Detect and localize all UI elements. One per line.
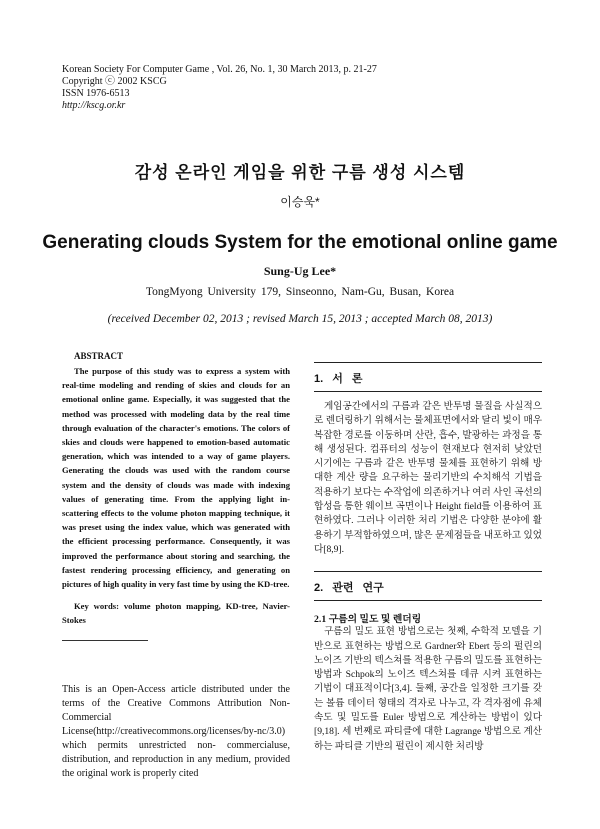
abstract-heading: ABSTRACT: [74, 351, 124, 361]
issn-line: ISSN 1976-6513: [62, 88, 130, 99]
right-column: [314, 362, 542, 754]
paper-title-english: Generating clouds System for the emotional online game: [42, 232, 558, 253]
journal-header: [62, 64, 542, 112]
affiliation: TongMyong University 179, Sinseonno, Nam-Gu, Busan, Korea: [145, 286, 455, 298]
copyright-line: Copyright ⓒ 2002 KSCG: [62, 76, 167, 87]
subsection-2-1-heading: 2.1 구름의 밀도 및 렌더링: [314, 614, 422, 626]
author-korean: 이승욱*: [280, 195, 320, 209]
license-notice: This is an Open-Access article distributed under the terms of the Creative Commons Attribution Non-Commercial License(http://creativecommons.org/licenses/by-nc/3.0) which permits unrestricted non- commercialuse, distribution, and reproduction in any medium, provided the original work is properly cited: [62, 684, 290, 779]
left-column: [62, 351, 290, 641]
section-1-body: 게임공간에서의 구름과 같은 반투명 물질을 사실적으로 렌더링하기 위해서는 물체표면에서와 달리 빛이 매우 복잡한 경로를 이동하며 산란, 흡수, 발광하는 과정을 통해 생성된다. 컴퓨터의 성능이 현재보다 현저히 낮았던 시기에는 구름과 같은 반투명 물체를 표현하기 위해 방대한 계산 량을 요구하는 물리기반의 수치해석 기법을 적용하기 보다는 수작업에 의존하거나 여러 사인 곡선의 합성을 통한 웨이브 곡면이나 Height field를 이용하여 표현하였다. 그러나 이러한 처리 기법은 다양한 분야에 활용하기 부적합하였으며, 많은 문제점들을 내포하고 있었다[8,9].: [314, 401, 542, 555]
section-divider: [314, 571, 542, 572]
section-divider: [314, 362, 542, 363]
section-divider: [314, 391, 542, 392]
author-english: Sung-Ug Lee*: [263, 264, 337, 278]
section-1-heading: 1. 서 론: [314, 373, 363, 385]
journal-url-link[interactable]: http://kscg.or.kr: [62, 100, 126, 111]
subsection-2-1-body: 구름의 밀도 표현 방법으로는 첫째, 수학적 모델을 기반으로 표현하는 방법으로 Gardner와 Ebert 등의 펄린의 노이즈 기반의 텍스쳐를 적용한 구름의 밀도를 표현하는 방법과 Schpok의 노이즈 텍스쳐를 데큐 시켜 표현하는 기법이 대표적이다[3,4]. 둘째, 공간을 일정한 크기를 갖는 볼륨 데이터 형태의 격자로 나누고, 각 격자점에 유체 속도 및 밀도를 Euler 방법으로 계산하는 방법이 있다[9,18]. 세 번째로 파티클에 대한 Lagrange 방법으로 계산하는 파티클 기반의 펄린이 제시한 처리방: [314, 626, 542, 752]
footnote-divider: [62, 640, 148, 641]
section-2-heading: 2. 관련 연구: [314, 582, 384, 595]
received-dates: (received December 02, 2013 ; revised March 15, 2013 ; accepted March 08, 2013): [107, 313, 493, 325]
abstract-body: The purpose of this study was to express a system with real-time modeling and rending of skies and clouds for an emotional online game. Especially, it was suggested that the method was processed with modeling data by the real time through evaluation of the character's emotions. The colors of skies and clouds were happened to emotion-based automatic generation, which was intended to a way of game players. Generating the clouds was used with the random course system and the density of clouds was made with indexing values of generating time. From the applying light in-scattering effects to the volume photon mapping technique, it was preset using the index value, which was generated with the efficient processing performance. Consequently, it was improved the performance about storing and searching, the fastest rendering processing efficiency, and generating on pictures of high quality in very fast time by using the KD-tree.: [62, 366, 290, 590]
keywords: Key words: volume photon mapping, KD-tree, Navier-Stokes: [62, 601, 290, 626]
journal-citation: Korean Society For Computer Game , Vol. 26, No. 1, 30 March 2013, p. 21-27: [62, 64, 377, 75]
paper-title-korean: 감성 온라인 게임을 위한 구름 생성 시스템: [134, 163, 466, 182]
